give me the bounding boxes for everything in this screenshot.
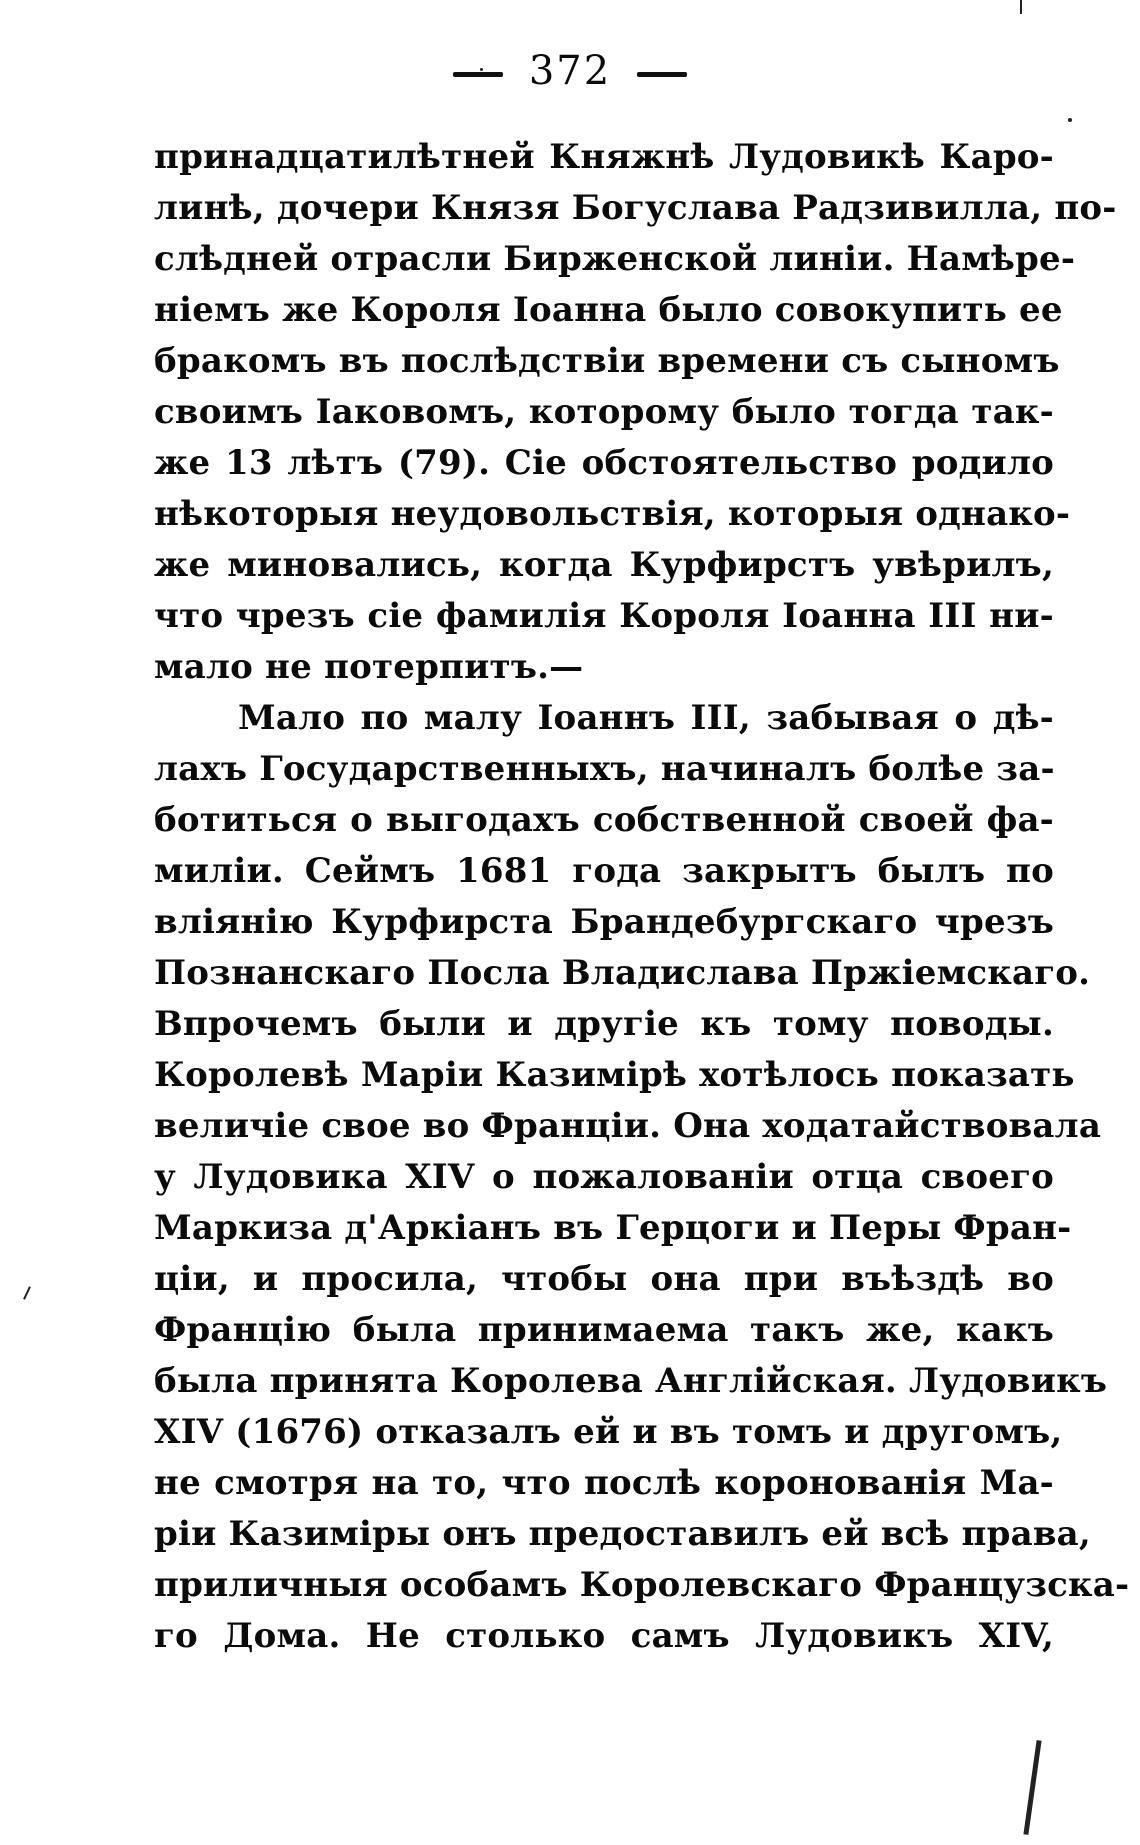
text-line: же 13 лѣтъ (79). Сіе обстоятельство родило (154, 443, 1054, 483)
paragraph-first-line: Мало по малу Іоаннъ III, забывая о дѣ- (238, 698, 1054, 738)
text-line: Францію была принимаема такъ же, какъ (154, 1310, 1054, 1350)
text-line: XIV (1676) отказалъ ей и въ томъ и другомъ, (154, 1412, 1063, 1452)
right-dash (637, 72, 687, 77)
text-line: Маркиза д'Аркіанъ въ Герцоги и Перы Фран- (154, 1208, 1072, 1248)
text-line: принадцатилѣтней Княжнѣ Лудовикѣ Каро- (154, 137, 1054, 177)
scan-mark (480, 68, 483, 71)
text-line: ботиться о выгодахъ собственной своей фа- (154, 800, 1054, 840)
scan-mark (1020, 0, 1022, 14)
text-line: была принята Королева Англійская. Лудовикъ (154, 1361, 1108, 1401)
text-line: Королевѣ Маріи Казимірѣ хотѣлось показать (154, 1055, 1075, 1095)
text-line: ріи Казиміры онъ предоставилъ ей всѣ права, (154, 1514, 1091, 1554)
text-line: приличныя особамъ Королевскаго Французска- (154, 1565, 1130, 1605)
text-line: что чрезъ сіе фамилія Короля Іоанна III ни- (154, 596, 1054, 636)
text-line: Впрочемъ были и другіе къ тому поводы. (154, 1004, 1054, 1044)
text-line: слѣдней отрасли Бирженской линіи. Намѣре- (154, 239, 1076, 279)
page-number: 372 (528, 48, 612, 94)
text-line: бракомъ въ послѣдствіи времени съ сыномъ (154, 341, 1060, 381)
body-text (154, 132, 1130, 1662)
text-line: же миновались, когда Курфирстъ увѣрилъ, (154, 545, 1054, 585)
text-line: лахъ Государственныхъ, начиналъ болѣе за- (154, 749, 1055, 789)
text-line: своимъ Іаковомъ, которому было тогда так- (154, 392, 1054, 432)
text-line: миліи. Сеймъ 1681 года закрытъ былъ по (154, 851, 1054, 891)
page-header (0, 48, 1140, 94)
text-line: величіе свое во Франціи. Она ходатайствовала (154, 1106, 1102, 1146)
text-line: го Дома. Не столько самъ Лудовикъ XIV, (154, 1616, 1054, 1656)
scan-mark (23, 1286, 31, 1300)
text-line: не смотря на то, что послѣ коронованія Ма- (154, 1463, 1054, 1503)
text-line: линѣ, дочери Князя Богуслава Радзивилла, по- (154, 188, 1117, 228)
scan-mark (1068, 118, 1072, 122)
text-line: Познанскаго Посла Владислава Пржіемскаго. (154, 953, 1091, 993)
text-line: вліянію Курфирста Брандебургскаго чрезъ (154, 902, 1054, 942)
scan-mark (1023, 1740, 1041, 1835)
text-line: у Лудовика XIV о пожалованіи отца своего (154, 1157, 1054, 1197)
text-line: мало не потерпитъ.— (154, 647, 584, 687)
text-line: нѣкоторыя неудовольствія, которыя однако- (154, 494, 1071, 534)
text-line: ціи, и просила, чтобы она при въѣздѣ во (154, 1259, 1054, 1299)
text-line: ніемъ же Короля Іоанна было совокупить ее (154, 290, 1063, 330)
left-dash (453, 72, 503, 77)
